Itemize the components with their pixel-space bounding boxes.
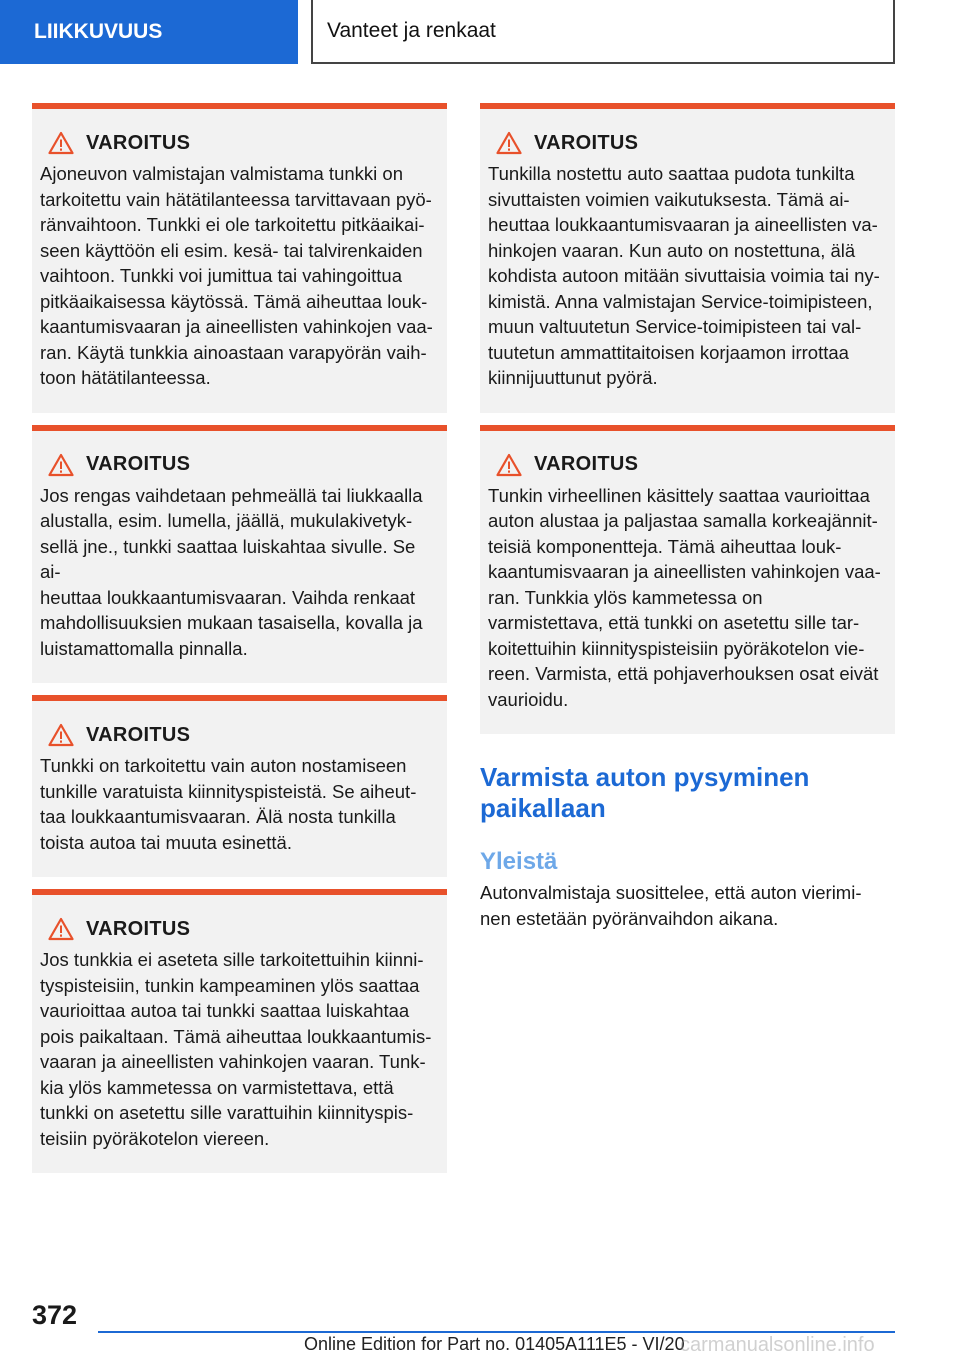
- warning-box: [480, 103, 895, 413]
- warning-text: [40, 753, 435, 855]
- warning-text-line: Jos rengas vaihdetaan pehmeällä tai liukkaalla: [40, 484, 423, 506]
- warning-text-line: teisiä komponentteja. Tämä aiheuttaa louk-: [488, 535, 842, 557]
- warning-text-line: tarkoitettu vain hätätilanteessa tarvittavaan pyö-: [40, 188, 432, 210]
- warning-text: [40, 947, 435, 1151]
- warning-text-line: vaurioittaa autoa tai tunkki saattaa luiskahtaa: [40, 1000, 410, 1021]
- warning-text-line: heuttaa loukkaantumisvaaran. Vaihda renkaat: [40, 586, 416, 608]
- warning-text-line: sivuttaisten voimien vaikutuksesta. Tämä ai-: [488, 188, 850, 210]
- warning-text: [488, 161, 883, 391]
- warning-box: [32, 103, 447, 413]
- warning-text-line: ränvaihtoon. Tunkki ei ole tarkoitettu pitkäaikai-: [40, 214, 425, 235]
- warning-text-line: vaaran ja aineellisten vahinkojen vaaran. Tunk-: [40, 1051, 426, 1072]
- warning-text-line: kiinnijuuttunut pyörä.: [488, 367, 658, 388]
- warning-text-line: ran. Käytä tunkkia ainoastaan varapyörän vaih-: [40, 341, 427, 363]
- warning-box: [32, 695, 447, 877]
- warning-text-line: Tunkki on tarkoitettu vain auton nostamiseen: [40, 755, 407, 776]
- warning-triangle-icon: [48, 723, 74, 747]
- warning-text-line: ran. Tunkkia ylös kammetessa on: [488, 586, 763, 608]
- warning-text-line: kimistä. Anna valmistajan Service-toimipisteen,: [488, 290, 873, 312]
- warning-triangle-icon: [48, 917, 74, 941]
- warning-text-line: auton alustaa ja paljastaa samalla korkeajännit-: [488, 510, 878, 531]
- warning-title: VAROITUS: [86, 453, 191, 475]
- warning-triangle-icon: [48, 131, 74, 155]
- warning-triangle-icon: [496, 453, 522, 477]
- warning-text-line: taa loukkaantumisvaaran. Älä nosta tunkilla: [40, 806, 396, 827]
- warning-header: [40, 453, 435, 477]
- body-line: Autonvalmistaja suosittelee, että auton vierimi-: [480, 882, 862, 903]
- warning-text-line: tunkille varatuista kiinnityspisteistä. Se aiheut-: [40, 780, 417, 802]
- warning-text-line: toon hätätilanteessa.: [40, 367, 211, 388]
- warning-title: VAROITUS: [86, 131, 191, 154]
- footer-divider: [98, 1331, 895, 1333]
- warning-text-line: kaantumisvaaran ja aineellisten vahinkojen vaa-: [488, 561, 881, 582]
- warning-text-line: hinkojen vaaran. Kun auto on nostettuna, älä: [488, 239, 856, 261]
- warning-text-line: reen. Varmista, että pohjaverhouksen osat eivät: [488, 663, 879, 684]
- subsection-title: Yleistä: [480, 848, 558, 875]
- warning-text-line: toista autoa tai muuta esinettä.: [40, 831, 292, 853]
- chapter-tab: Vanteet ja renkaat: [311, 0, 895, 64]
- warning-text-line: pitkäaikaisessa käytössä. Tämä aiheuttaa louk-: [40, 290, 428, 312]
- warning-text-line: alustalla, esim. lumella, jäällä, mukulakivetyk-: [40, 510, 413, 531]
- warning-text-line: tyspisteisiin, tunkin kampeaminen ylös saattaa: [40, 974, 420, 996]
- page-number: 372: [32, 1300, 78, 1330]
- warning-text: [488, 483, 883, 713]
- warning-text-line: varmistettava, että tunkki on asetettu sille tar-: [488, 612, 860, 633]
- edition-text: Online Edition for Part no. 01405A111E5 - VI/20: [304, 1334, 685, 1354]
- right-column: [480, 103, 895, 931]
- warning-text-line: Tunkilla nostettu auto saattaa pudota tunkilta: [488, 163, 855, 184]
- warning-triangle-icon: [496, 131, 522, 155]
- warning-text-line: Tunkin virheellinen käsittely saattaa vaurioittaa: [488, 484, 870, 506]
- section-tab: LIIKKUVUUS: [0, 0, 298, 64]
- warning-text-line: pois paikaltaan. Tämä aiheuttaa loukkaantumis-: [40, 1025, 432, 1047]
- section-title: [480, 762, 895, 824]
- warning-text-line: tuutetun ammattitaitoisen korjaamon irrottaa: [488, 341, 849, 363]
- section-title-line: Varmista auton pysyminen: [480, 762, 810, 792]
- warning-box: [32, 889, 447, 1173]
- warning-header: [40, 917, 435, 941]
- warning-triangle-icon: [48, 453, 74, 477]
- watermark: carmanualsonline.info: [680, 1334, 875, 1356]
- warning-text-line: muun valtuutetun Service-toimipisteen tai val-: [488, 316, 862, 337]
- warning-text-line: kohdista autoon mitään sivuttaisia voimia tai ny-: [488, 265, 880, 286]
- body-line: nen estetään pyöränvaihdon aikana.: [480, 907, 779, 929]
- warning-text-line: Jos tunkkia ei aseteta sille tarkoitettuihin kiinni-: [40, 949, 424, 970]
- section-title-line: paikallaan: [480, 793, 606, 823]
- warning-text-line: vaihtoon. Tunkki voi jumittua tai vahingoittua: [40, 265, 402, 286]
- warning-box: [32, 425, 447, 684]
- warning-header: [488, 131, 883, 155]
- warning-text-line: mahdollisuuksien mukaan tasaisella, kovalla ja: [40, 612, 423, 633]
- warning-text-line: teisiin pyöräkotelon viereen.: [40, 1127, 270, 1149]
- warning-title: VAROITUS: [86, 917, 191, 940]
- warning-box: [480, 425, 895, 735]
- warning-text: [40, 161, 435, 391]
- warning-text-line: Ajoneuvon valmistajan valmistama tunkki on: [40, 163, 403, 184]
- warning-text-line: kia ylös kammetessa on varmistettava, että: [40, 1076, 394, 1098]
- warning-text-line: koitettuihin kiinnityspisteisiin pyöräkotelon vie-: [488, 637, 865, 659]
- warning-text-line: luistamattomalla pinnalla.: [40, 637, 248, 659]
- warning-text-line: kaantumisvaaran ja aineellisten vahinkojen vaa-: [40, 316, 433, 337]
- warning-title: VAROITUS: [534, 453, 639, 475]
- warning-header: [40, 723, 435, 747]
- warning-text-line: seen käyttöön eli esim. kesä- tai talvirenkaiden: [40, 239, 423, 261]
- body-paragraph: [480, 880, 895, 931]
- warning-header: [488, 453, 883, 477]
- warning-title: VAROITUS: [86, 723, 191, 746]
- warning-text: [40, 483, 435, 662]
- warning-text-line: heuttaa loukkaantumisvaaran ja aineellisten va-: [488, 214, 878, 235]
- warning-title: VAROITUS: [534, 131, 639, 154]
- warning-text-line: tunkki on asetettu sille varattuihin kiinnityspis-: [40, 1102, 414, 1123]
- warning-text-line: sellä jne., tunkki saattaa luiskahtaa sivulle. Se ai-: [40, 535, 416, 582]
- warning-text-line: vaurioidu.: [488, 688, 569, 710]
- left-column: [32, 103, 447, 1185]
- warning-header: [40, 131, 435, 155]
